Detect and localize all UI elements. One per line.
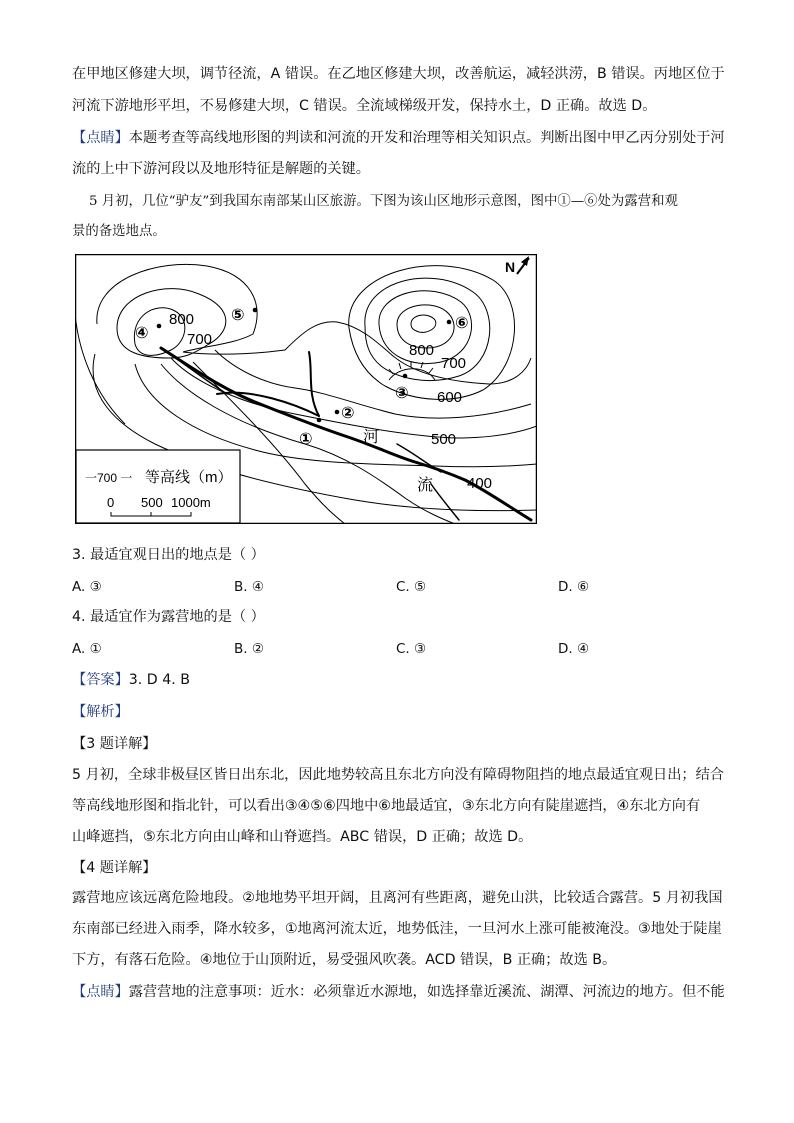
paragraph-line [72,982,725,1002]
point-3-label: ③ [395,385,409,402]
river-char-1: 河 [363,429,380,446]
point-2-label: ② [341,405,355,422]
paragraph-line: 等高线地形图和指北针，可以看出③④⑤⑥四地中⑥地最适宜，③东北方向有陡崖遮挡，④东北方向有 [72,798,701,814]
question-4: 4. 最适宜作为露营地的是（ ） [72,609,265,625]
question-intro: 5 月初，几位“驴友”到我国东南部某山区旅游。下图为该山区地形示意图，图中①—⑥处为露营和观 [89,194,678,209]
paragraph-line: 在甲地区修建大坝，调节径流，A 错误。在乙地区修建大坝，改善航运，减轻洪涝，B 错误。丙地区位于 [72,66,725,82]
paragraph-line: 5 月初，全球非极昼区皆日出东北，因此地势较高且东北方向没有障碍物阻挡的地点最适宜观日出；结合 [72,767,724,783]
contour-label-700-west: 700 [187,331,213,348]
contour-map [75,254,537,524]
contour-label-400: 400 [467,475,493,492]
answer-line [72,670,190,690]
point-6-label: ⑥ [455,315,469,332]
analysis-tag: 【解析】 [72,704,129,720]
point-5-label: ⑤ [231,307,245,324]
contour-label-700-east: 700 [441,355,467,372]
point-1-label: ① [299,431,313,448]
paragraph-line: 山峰遮挡，⑤东北方向由山峰和山脊遮挡。ABC 错误，D 正确；故选 D。 [72,829,533,845]
paragraph-line: 下方，有落石危险。④地位于山顶附近，易受强风吹袭。ACD 错误，B 正确；故选 B。 [72,952,617,968]
paragraph-line: 东南部已经进入雨季，降水较多，①地离河流太近，地势低洼，一旦河水上涨可能被淹没。③地处于陡崖 [72,921,722,937]
question-3: 3. 最适宜观日出的地点是（ ） [72,547,265,563]
q4-option-b: B. ② [234,641,264,657]
contour-label-600: 600 [437,389,463,406]
q3-option-d: D. ⑥ [558,579,590,595]
question-intro: 景的备选地点。 [72,224,166,239]
legend-label: 等高线（m） [145,469,233,486]
q4-option-c: C. ③ [396,641,427,657]
point-4-label: ④ [135,325,149,342]
scale-label-500: 500 [141,495,163,510]
paragraph-line: 流的上中下游河段以及地形特征是解题的关键。 [72,161,370,177]
contour-label-800-west: 800 [169,311,195,328]
paragraph-line: 露营地应该远离危险地段。②地地势平坦开阔，且离河有些距离，避免山洪，比较适合露营。5 月初我国 [72,890,723,906]
note-text: 露营营地的注意事项：近水：必须靠近水源地，如选择靠近溪流、湖潭、河流边的地方。但不能 [128,984,725,1000]
note-text: 本题考查等高线地形图的判读和河流的开发和治理等相关知识点。判断出图中甲乙丙分别处于河 [128,130,725,146]
q3-option-a: A. ③ [72,579,102,595]
north-label: N [505,259,516,275]
q3-option-c: C. ⑤ [396,579,427,595]
q4-option-a: A. ① [72,641,102,657]
scale-label-0: 0 [107,495,115,510]
answer-tag: 【答案】 [72,672,129,688]
legend-line-sample: 一700 一 [85,471,133,485]
detail-3-heading: 【3 题详解】 [72,736,157,752]
paragraph-line [72,128,725,148]
note-tag: 【点睛】 [72,130,129,146]
q3-option-b: B. ④ [234,579,264,595]
detail-4-heading: 【4 题详解】 [72,860,157,876]
q4-option-d: D. ④ [558,641,590,657]
paragraph-line: 河流下游地形平坦，不易修建大坝，C 错误。全流域梯级开发，保持水土，D 正确。故选 D。 [72,98,657,114]
scale-label-1000: 1000m [171,495,211,510]
legend [76,450,240,523]
contour-label-500: 500 [431,431,457,448]
river-char-2: 流 [417,477,434,494]
contour-label-800-east: 800 [409,342,435,359]
note-tag: 【点睛】 [72,984,129,1000]
answer-text: 3. D 4. B [128,672,191,688]
